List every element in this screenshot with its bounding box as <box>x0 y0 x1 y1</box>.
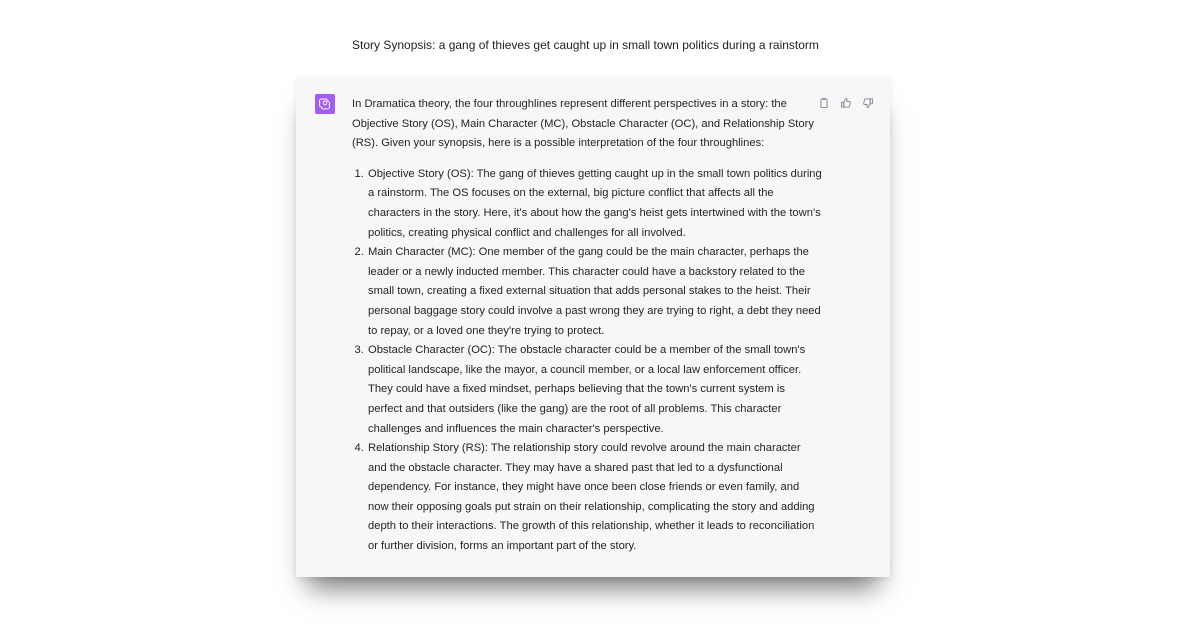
list-item: 4. Relationship Story (RS): The relationship story could revolve around the main character and the obstacle character. They may have a shared past that led to a dysfunctional dependency. For instance, they might have once been close friends or even family, and now their opposing goals put strain on their relationship, complicating the story and adding depth to their interactions. The growth of this relationship, whether it leads to reconciliation or further division, forms an important part of the story. <box>367 439 822 557</box>
thumbs-up-icon <box>840 97 852 109</box>
assistant-message-panel <box>296 77 890 577</box>
thumbs-down-button[interactable] <box>861 96 875 110</box>
list-item: 3. Obstacle Character (OC): The obstacle character could be a member of the small town's political landscape, like the mayor, a council member, or a local law enforcement officer. They could have a fixed mindset, perhaps believing that the town's current system is perfect and that outsiders (like the gang) are the root of all problems. This character challenges and influences the main character's perspective. <box>367 341 822 439</box>
thumbs-up-button[interactable] <box>839 96 853 110</box>
thumbs-down-icon <box>862 97 874 109</box>
openai-logo-icon <box>318 97 332 111</box>
message-actions <box>817 96 875 110</box>
list-item: 1. Objective Story (OS): The gang of thieves getting caught up in the small town politics during a rainstorm. The OS focuses on the external, big picture conflict that affects all the characters in the story. Here, it's about how the gang's heist gets intertwined with the town's politics, creating physical conflict and challenges for all involved. <box>367 165 822 243</box>
throughline-list <box>352 165 822 557</box>
list-item: 2. Main Character (MC): One member of the gang could be the main character, perhaps the leader or a newly inducted member. This character could have a backstory related to the small town, creating a fixed external situation that adds personal stakes to the heist. Their personal baggage story could involve a past wrong they are trying to right, a debt they need to repay, or a loved one they're trying to protect. <box>367 243 822 341</box>
response-intro: In Dramatica theory, the four throughlines represent different perspectives in a story: the Objective Story (OS), Main Character (MC), Obstacle Character (OC), and Relationship Story (RS). Given your synopsis, here is a possible interpretation of the four throughlines: <box>352 98 814 150</box>
assistant-avatar <box>315 94 335 114</box>
user-message: Story Synopsis: a gang of thieves get caught up in small town politics during a rainstorm <box>352 38 819 52</box>
assistant-response <box>352 95 822 557</box>
